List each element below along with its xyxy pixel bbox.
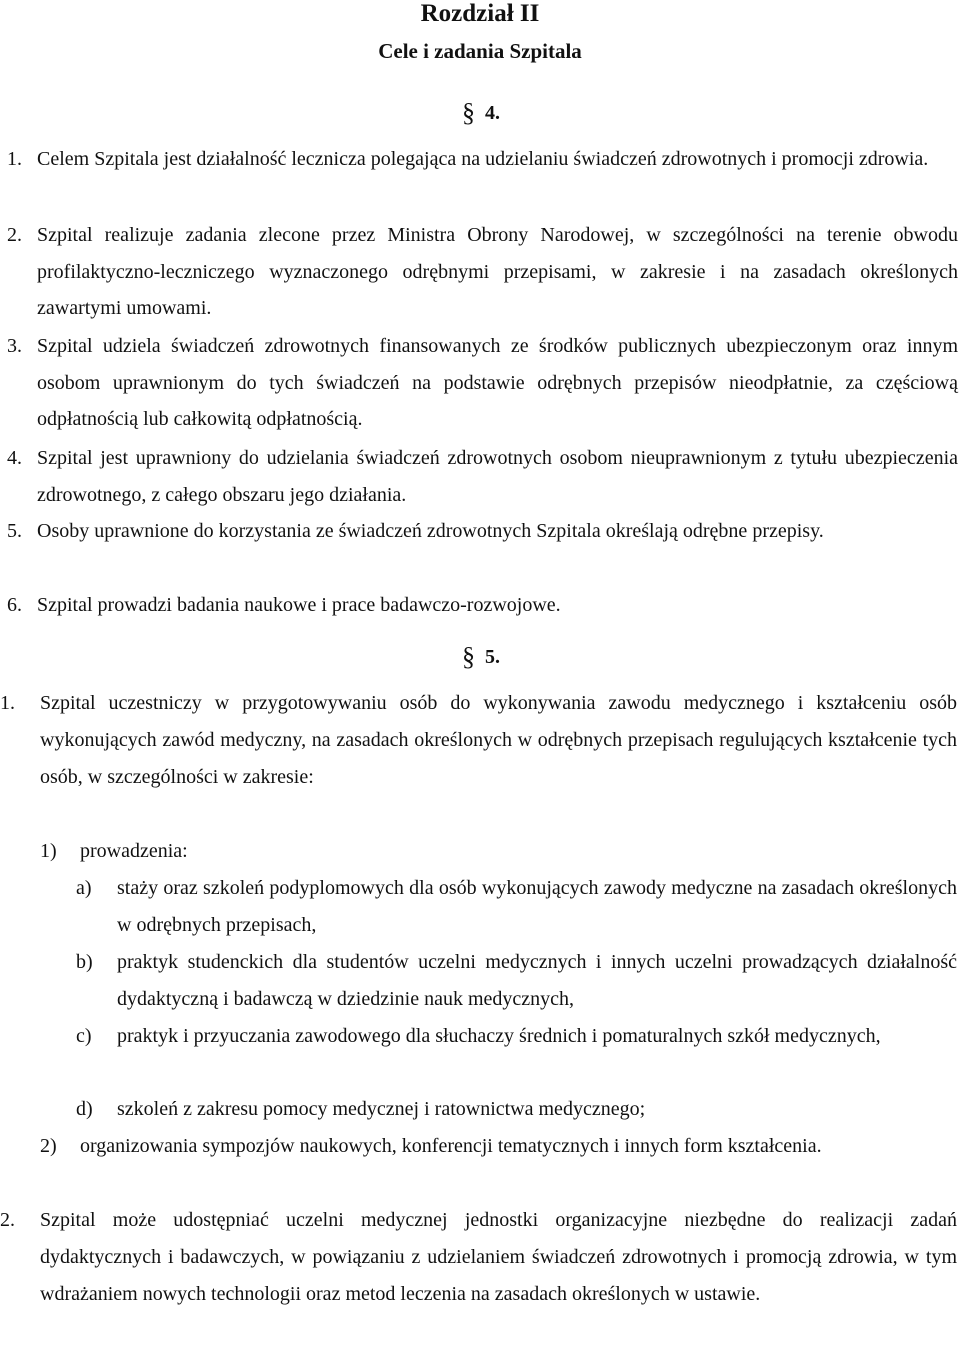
item-number: 5. xyxy=(7,520,22,542)
chapter-title: Rozdział II xyxy=(420,0,540,27)
item-number: 2. xyxy=(0,1209,15,1231)
chapter-subtitle: Cele i zadania Szpitala xyxy=(378,39,582,63)
letter-item-text: staży oraz szkoleń podyplomowych dla osób wykonujących zawody medyczne na zasadach określonych w odrębnych przepisach, xyxy=(117,877,957,936)
item-number: 2. xyxy=(7,224,22,246)
item-text: Szpital może udostępniać uczelni medycznej jednostki organizacyjne niezbędne do realizacji zadań dydaktycznych i badawczych, w powiązaniu z udzielaniem świadczeń zdrowotnych i promocją zdrowia, w tym wdrażaniem nowych technologii oraz metod leczenia na zasadach określonych w ustawie. xyxy=(40,1209,957,1305)
letter-item-text: szkoleń z zakresu pomocy medycznej i ratownictwa medycznego; xyxy=(117,1098,646,1120)
section-heading-4 xyxy=(462,98,500,126)
item-number: 3. xyxy=(7,335,22,357)
item-text: Szpital prowadzi badania naukowe i prace badawczo-rozwojowe. xyxy=(37,594,561,616)
item-text: Osoby uprawnione do korzystania ze świadczeń zdrowotnych Szpitala określają odrębne przepisy. xyxy=(37,520,824,542)
letter-item-text: praktyk studenckich dla studentów uczelni medycznych i innych uczelni prowadzących działalność dydaktyczną i badawczą w dziedzinie nauk medycznych, xyxy=(117,951,957,1010)
sub-item-number: 1) xyxy=(40,840,57,862)
letter-item-label: c) xyxy=(76,1025,92,1047)
section-heading-5 xyxy=(462,642,500,670)
letter-item-label: b) xyxy=(76,951,93,973)
item-text: Celem Szpitala jest działalność lecznicza polegająca na udzielaniu świadczeń zdrowotnych i promocji zdrowia. xyxy=(37,148,929,170)
letter-item-label: a) xyxy=(76,877,92,899)
section-number: 5. xyxy=(485,646,500,668)
letter-item-text: praktyk i przyuczania zawodowego dla słuchaczy średnich i pomaturalnych szkół medycznych, xyxy=(117,1025,881,1047)
item-number: 6. xyxy=(7,594,22,616)
item-text: Szpital realizuje zadania zlecone przez Ministra Obrony Narodowej, w szczególności na terenie obwodu profilaktyczno-leczniczego wyznaczonego odrębnymi przepisami, w zakresie i na zasadach określonych zawartymi umowami. xyxy=(37,224,958,319)
item-number: 4. xyxy=(7,447,22,469)
sub-item-text: prowadzenia: xyxy=(80,840,188,862)
item-text: Szpital uczestniczy w przygotowywaniu osób do wykonywania zawodu medycznego i kształceniu osób wykonujących zawód medyczny, na zasadach określonych w odrębnych przepisach regulujących kształcenie tych osób, w szczególności w zakresie: xyxy=(40,692,957,788)
item-text: Szpital udziela świadczeń zdrowotnych finansowanych ze środków publicznych ubezpieczonym oraz innym osobom uprawnionym do tych świadczeń na podstawie odrębnych przepisów nieodpłatnie, za częściową odpłatnością lub całkowitą odpłatnością. xyxy=(37,335,958,430)
section-sign: § xyxy=(462,98,475,127)
item-number: 1. xyxy=(7,148,22,170)
sub-item-text: organizowania sympozjów naukowych, konferencji tematycznych i innych form kształcenia. xyxy=(80,1135,822,1157)
item-number: 1. xyxy=(0,692,15,714)
item-text: Szpital jest uprawniony do udzielania świadczeń zdrowotnych osobom nieuprawnionym z tytułu ubezpieczenia zdrowotnego, z całego obszaru jego działania. xyxy=(37,447,958,506)
sub-item-number: 2) xyxy=(40,1135,57,1157)
section-number: 4. xyxy=(485,102,500,124)
letter-item-label: d) xyxy=(76,1098,93,1120)
section-sign: § xyxy=(462,642,475,671)
